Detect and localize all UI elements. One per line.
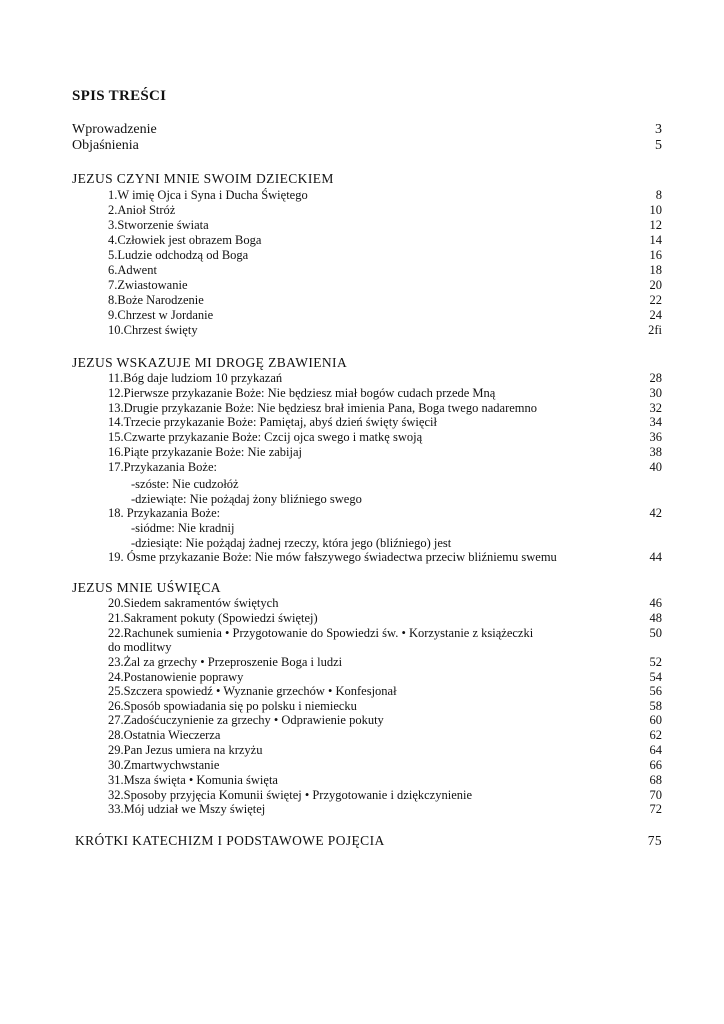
toc-entry-title: 3.Stworzenie świata (108, 218, 209, 232)
toc-entry-page: 3 (655, 122, 662, 137)
toc-entry-title: 21.Sakrament pokuty (Spowiedzi świętej) (108, 611, 318, 625)
toc-entry-title: -szóste: Nie cudzołóż (131, 477, 239, 491)
toc-entry-page: 75 (647, 833, 662, 848)
toc-entry-title: 8.Boże Narodzenie (108, 293, 204, 307)
toc-entry-page: 44 (649, 550, 662, 564)
toc-entry (108, 262, 662, 278)
section-heading-text: JEZUS CZYNI MNIE SWOIM DZIECKIEM (72, 171, 334, 186)
toc-entry-title: 4.Człowiek jest obrazem Boga (108, 233, 262, 247)
toc-entry-title: 1.W imię Ojca i Syna i Ducha Świętego (108, 188, 308, 202)
toc-entry-page: 72 (649, 802, 662, 816)
toc-entry (108, 307, 662, 323)
toc-entry (108, 444, 662, 460)
toc-entry (108, 772, 662, 788)
toc-entry (108, 370, 662, 386)
toc-entry-title: -dziewiąte: Nie pożądaj żony bliźniego swego (131, 492, 362, 506)
toc-entry-page: 28 (649, 371, 662, 385)
toc-entry-title: KRÓTKI KATECHIZM I PODSTAWOWE POJĘCIA (75, 833, 385, 848)
toc-entry-title: 18. Przykazania Boże: (108, 506, 221, 520)
toc-entry-page: 24 (649, 308, 662, 322)
toc-entry (108, 429, 662, 445)
toc-entry-title: 22.Rachunek sumienia • Przygotowanie do Spowiedzi św. • Korzystanie z książeczki (108, 626, 534, 640)
toc-entry-title: 13.Drugie przykazanie Boże: Nie będziesz brał imienia Pana, Boga twego nadaremno (108, 401, 538, 415)
toc-entry (108, 683, 662, 699)
toc-entry (108, 385, 662, 401)
toc-entry-title: 25.Szczera spowiedź • Wyznanie grzechów • Konfesjonał (108, 684, 397, 698)
toc-entry (108, 414, 662, 430)
toc-entry (108, 712, 662, 728)
toc-entry-title: 15.Czwarte przykazanie Boże: Czcij ojca swego i matkę swoją (108, 430, 423, 444)
toc-entry (108, 217, 662, 233)
toc-entry-title: do modlitwy (108, 640, 172, 654)
section-heading (72, 355, 662, 371)
toc-entry-page: 16 (649, 248, 662, 262)
toc-entry (108, 277, 662, 293)
toc-entry (108, 610, 662, 626)
section-heading-text: JEZUS MNIE UŚWIĘCA (72, 580, 221, 595)
toc-subentry (131, 520, 662, 536)
toc-entry-title: 6.Adwent (108, 263, 157, 277)
toc-entry (72, 122, 662, 138)
section-heading-text: JEZUS WSKAZUJE MI DROGĘ ZBAWIENIA (72, 355, 348, 370)
toc-entry-page: 50 (649, 626, 662, 640)
toc-entry-page: 30 (649, 386, 662, 400)
toc-entry-title: 19. Ósme przykazanie Boże: Nie mów fałszywego świadectwa przeciw bliźniemu swemu (108, 550, 557, 564)
toc-entry (108, 654, 662, 670)
toc-entry-page: 42 (649, 506, 662, 520)
toc-entry-title: 24.Postanowienie poprawy (108, 670, 244, 684)
toc-entry-title: 16.Piąte przykazanie Boże: Nie zabijaj (108, 445, 303, 459)
toc-entry-title: 9.Chrzest w Jordanie (108, 308, 214, 322)
toc-entry-page: 58 (649, 699, 662, 713)
toc-entry-title: 12.Pierwsze przykazanie Boże: Nie będziesz miał bogów cudach przede Mną (108, 386, 496, 400)
toc-entry-title: 29.Pan Jezus umiera na krzyżu (108, 743, 263, 757)
toc-entry-page: 48 (649, 611, 662, 625)
toc-entry (108, 801, 662, 817)
toc-entry-page: 36 (649, 430, 662, 444)
toc-entry-page: 40 (649, 460, 662, 474)
toc-entry (108, 505, 662, 521)
toc-entry (72, 138, 662, 154)
toc-entry-title: 11.Bóg daje ludziom 10 przykazań (108, 371, 283, 385)
toc-entry-title: 28.Ostatnia Wieczerza (108, 728, 221, 742)
toc-entry-page: 52 (649, 655, 662, 669)
toc-entry-page: 66 (649, 758, 662, 772)
toc-entry-page: 32 (649, 401, 662, 415)
toc-entry-title: 5.Ludzie odchodzą od Boga (108, 248, 249, 262)
toc-entry (108, 187, 662, 203)
toc-entry-title: 30.Zmartwychwstanie (108, 758, 220, 772)
toc-entry (108, 322, 662, 338)
page-title: SPIS TREŚCI (72, 88, 167, 104)
section-heading (72, 580, 662, 596)
toc-entry-page: 5 (655, 138, 662, 153)
toc-entry (108, 595, 662, 611)
toc-entry-page: 20 (649, 278, 662, 292)
toc-entry (108, 232, 662, 248)
toc-entry-page: 2fi (648, 323, 662, 337)
toc-entry-page: 12 (649, 218, 662, 232)
toc-entry-title: 17.Przykazania Boże: (108, 460, 217, 474)
toc-entry-page: 68 (649, 773, 662, 787)
toc-entry-title: Wprowadzenie (72, 122, 157, 137)
toc-entry (108, 549, 662, 565)
toc-entry-page: 14 (649, 233, 662, 247)
toc-entry (108, 247, 662, 263)
toc-entry-page: 38 (649, 445, 662, 459)
toc-entry (108, 757, 662, 773)
toc-entry-title: Objaśnienia (72, 138, 139, 153)
toc-entry (108, 459, 662, 475)
section-heading (72, 171, 662, 187)
toc-entry-page: 60 (649, 713, 662, 727)
toc-entry-title: -siódme: Nie kradnij (131, 521, 235, 535)
toc-entry-final (75, 833, 662, 849)
toc-entry-page: 54 (649, 670, 662, 684)
toc-entry-continuation (108, 639, 662, 655)
toc-entry-page: 64 (649, 743, 662, 757)
toc-entry (108, 727, 662, 743)
toc-entry-page: 56 (649, 684, 662, 698)
toc-entry-title: 2.Anioł Stróż (108, 203, 176, 217)
toc-entry-page: 8 (655, 188, 662, 202)
toc-entry-page: 70 (649, 788, 662, 802)
toc-entry-title: -dziesiąte: Nie pożądaj żadnej rzeczy, która jego (bliźniego) jest (131, 536, 452, 550)
toc-subentry (131, 476, 662, 492)
toc-entry-title: 20.Siedem sakramentów świętych (108, 596, 279, 610)
toc-entry (108, 292, 662, 308)
toc-entry-title: 32.Sposoby przyjęcia Komunii świętej • Przygotowanie i dziękczynienie (108, 788, 473, 802)
toc-entry (108, 202, 662, 218)
toc-entry-title: 31.Msza święta • Komunia święta (108, 773, 278, 787)
toc-entry-page: 10 (649, 203, 662, 217)
toc-entry-title: 14.Trzecie przykazanie Boże: Pamiętaj, abyś dzień święty święcił (108, 415, 437, 429)
toc-entry-title: 23.Żal za grzechy • Przeproszenie Boga i ludzi (108, 655, 343, 669)
toc-entry-page: 34 (649, 415, 662, 429)
toc-entry-title: 7.Zwiastowanie (108, 278, 188, 292)
toc-entry-title: 10.Chrzest święty (108, 323, 198, 337)
toc-entry-page: 46 (649, 596, 662, 610)
toc-entry-page: 18 (649, 263, 662, 277)
toc-entry-page: 62 (649, 728, 662, 742)
toc-entry-title: 33.Mój udział we Mszy świętej (108, 802, 266, 816)
toc-entry-title: 27.Zadośćuczynienie za grzechy • Odprawienie pokuty (108, 713, 384, 727)
toc-entry-title: 26.Sposób spowiadania się po polsku i niemiecku (108, 699, 357, 713)
toc-entry-page: 22 (649, 293, 662, 307)
toc-entry (108, 742, 662, 758)
